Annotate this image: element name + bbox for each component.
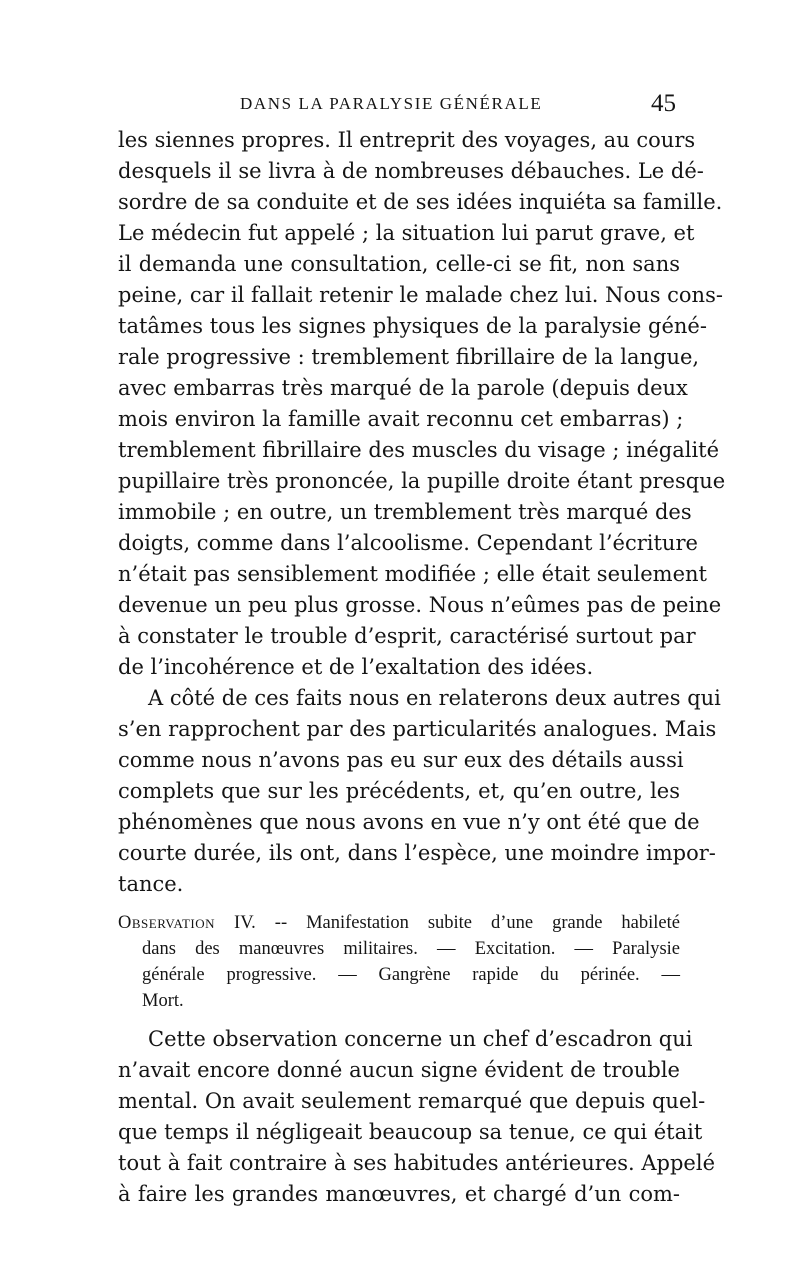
body-text: [118, 125, 726, 1210]
text-line: desquels il se livra à de nombreuses débauches. Le dé-: [118, 159, 704, 183]
observation-title-line: Mort.: [142, 991, 184, 1011]
text-line: s’en rapprochent par des particularités analogues. Mais: [118, 717, 717, 741]
text-line: à constater le trouble d’esprit, caractérisé surtout par: [118, 624, 696, 648]
paragraph-1: [118, 125, 726, 683]
observation-label: Observation: [118, 913, 216, 933]
text-line: devenue un peu plus grosse. Nous n’eûmes pas de peine: [118, 593, 722, 617]
text-line: avec embarras très marqué de la parole (depuis deux: [118, 376, 688, 400]
text-line: pupillaire très prononcée, la pupille droite étant presque: [118, 469, 726, 493]
text-line: les siennes propres. Il entreprit des voyages, au cours: [118, 128, 696, 152]
text-line: doigts, comme dans l’alcoolisme. Cependant l’écriture: [118, 531, 698, 555]
observation-title-line: dans des manœuvres militaires. — Excitation. — Paralysie: [142, 939, 680, 959]
page-header: [120, 92, 680, 122]
paragraph-3: [118, 1024, 716, 1210]
text-line: tout à fait contraire à ses habitudes antérieures. Appelé: [118, 1151, 716, 1175]
text-line: courte durée, ils ont, dans l’espèce, une moindre impor-: [118, 841, 716, 865]
text-line: n’était pas sensiblement modifiée ; elle était seulement: [118, 562, 707, 586]
text-line: mental. On avait seulement remarqué que depuis quel-: [118, 1089, 706, 1113]
text-line: tremblement fibrillaire des muscles du visage ; inégalité: [118, 438, 720, 462]
text-line: complets que sur les précédents, et, qu’en outre, les: [118, 779, 680, 803]
text-line: à faire les grandes manœuvres, et chargé d’un com-: [118, 1182, 680, 1206]
running-title: DANS LA PARALYSIE GÉNÉRALE: [240, 94, 543, 113]
text-line: de l’incohérence et de l’exaltation des idées.: [118, 655, 594, 679]
observation-title-line: [118, 910, 680, 936]
text-line: sordre de sa conduite et de ses idées inquiéta sa famille.: [118, 190, 723, 214]
text-line: tance.: [118, 872, 184, 896]
text-line: il demanda une consultation, celle-ci se fit, non sans: [118, 252, 680, 276]
observation-heading: [118, 910, 680, 1014]
text-line: n’avait encore donné aucun signe évident de trouble: [118, 1058, 680, 1082]
text-line: peine, car il fallait retenir le malade chez lui. Nous cons-: [118, 283, 723, 307]
text-line: que temps il négligeait beaucoup sa tenue, ce qui était: [118, 1120, 703, 1144]
observation-title-line: générale progressive. — Gangrène rapide du périnée. —: [142, 965, 680, 985]
text-line: tatâmes tous les signes physiques de la paralysie géné-: [118, 314, 707, 338]
text-line: phénomènes que nous avons en vue n’y ont été que de: [118, 810, 700, 834]
text-line: mois environ la famille avait reconnu cet embarras) ;: [118, 407, 684, 431]
text-line: comme nous n’avons pas eu sur eux des détails aussi: [118, 748, 684, 772]
observation-title-text: IV. -- Manifestation subite d’une grande habileté: [215, 913, 680, 933]
paragraph-2: [118, 683, 721, 900]
text-line: A côté de ces faits nous en relaterons deux autres qui: [148, 686, 721, 710]
text-line: Cette observation concerne un chef d’escadron qui: [148, 1027, 693, 1051]
text-line: rale progressive : tremblement fibrillaire de la langue,: [118, 345, 700, 369]
text-line: immobile ; en outre, un tremblement très marqué des: [118, 500, 692, 524]
page-number: 45: [651, 90, 676, 117]
text-line: Le médecin fut appelé ; la situation lui parut grave, et: [118, 221, 695, 245]
